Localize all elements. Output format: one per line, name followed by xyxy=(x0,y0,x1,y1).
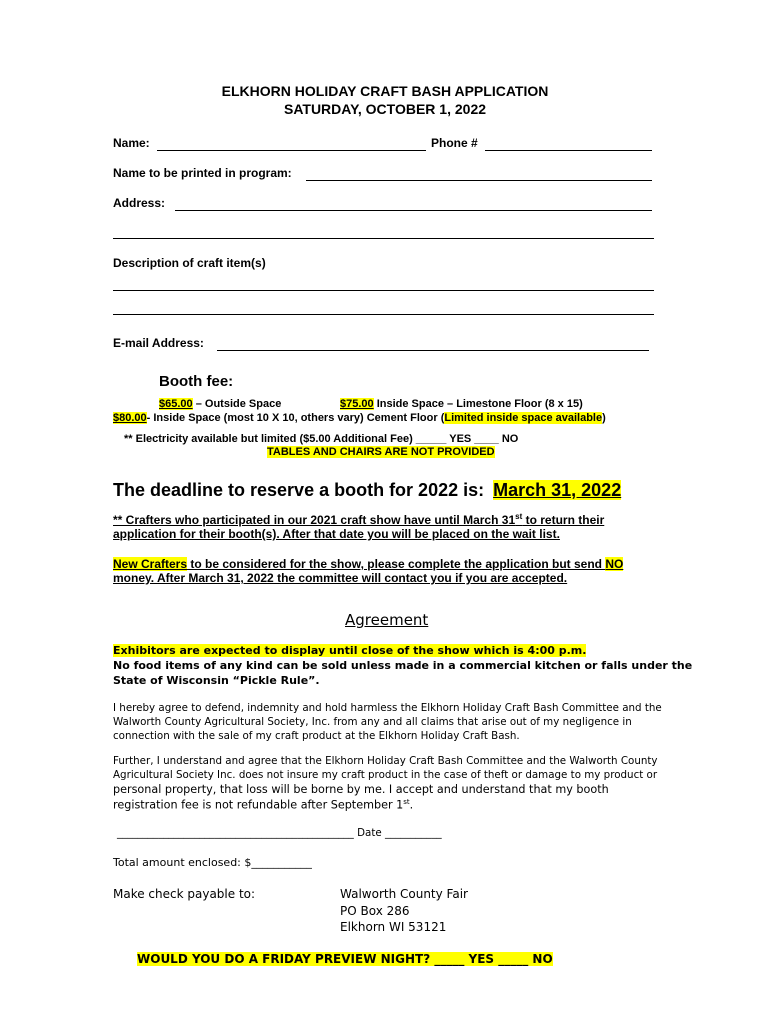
indemnity-line3: connection with the sale of my craft product at the Elkhorn Holiday Craft Bash. xyxy=(113,730,520,742)
food-rule-line1: No food items of any kind can be sold unless made in a commercial kitchen or falls under the xyxy=(113,659,693,672)
tables-notice: TABLES AND CHAIRS ARE NOT PROVIDED xyxy=(267,446,495,458)
phone-label: Phone # xyxy=(431,136,478,150)
description-label: Description of craft item(s) xyxy=(113,256,266,270)
address-label: Address: xyxy=(113,196,166,210)
description-field-line2[interactable] xyxy=(113,314,654,315)
limited-space-note: Limited inside space available xyxy=(444,412,603,424)
returning-crafters-line1 xyxy=(113,512,604,527)
new-crafters-text: to be considered for the show, please complete the application but send xyxy=(187,557,606,571)
total-amount-field[interactable]: Total amount enclosed: $___________ xyxy=(113,856,312,869)
returning-text-b: to return their xyxy=(522,513,605,527)
new-crafters-label: New Crafters xyxy=(113,557,188,571)
program-name-field[interactable] xyxy=(306,180,652,181)
deadline-text: The deadline to reserve a booth for 2022 is: xyxy=(113,480,485,500)
name-field[interactable] xyxy=(157,150,426,151)
preview-night-question[interactable]: WOULD YOU DO A FRIDAY PREVIEW NIGHT? _____ YES _____ NO xyxy=(137,952,553,966)
outside-price: $65.00 xyxy=(159,398,193,410)
limestone-price: $75.00 xyxy=(340,398,374,410)
exhibitors-notice: Exhibitors are expected to display until close of the show which is 4:00 p.m. xyxy=(113,644,587,657)
email-label: E-mail Address: xyxy=(113,336,204,350)
deadline-heading xyxy=(113,480,621,501)
outside-desc: – Outside Space xyxy=(195,398,282,410)
email-field[interactable] xyxy=(217,350,649,351)
signature-date-line[interactable]: ______________________________________________ Date ___________ xyxy=(117,827,442,839)
limestone-space-fee xyxy=(340,398,583,410)
cement-price: $80.00 xyxy=(113,412,147,424)
cement-desc: - Inside Space (most 10 X 10, others vary) Cement Floor ( xyxy=(146,412,445,424)
payee-po-box: PO Box 286 xyxy=(340,904,410,918)
refund-period: . xyxy=(409,798,414,812)
event-date: SATURDAY, OCTOBER 1, 2022 xyxy=(283,101,487,117)
address-field[interactable] xyxy=(175,210,652,211)
new-crafters-no: NO xyxy=(605,557,624,571)
payee-name: Walworth County Fair xyxy=(340,887,468,901)
refund-text: registration fee is not refundable after September 1 xyxy=(113,798,404,812)
indemnity-line1: I hereby agree to defend, indemnity and hold harmless the Elkhorn Holiday Craft Bash Committee and the xyxy=(113,702,662,714)
page-title: ELKHORN HOLIDAY CRAFT BASH APPLICATION xyxy=(221,83,549,99)
phone-field[interactable] xyxy=(485,150,652,151)
agreement-heading: Agreement xyxy=(345,611,429,629)
name-label: Name: xyxy=(113,136,150,150)
address-field-line2[interactable] xyxy=(113,238,654,239)
booth-fee-heading: Booth fee: xyxy=(159,373,234,390)
returning-sup: st xyxy=(515,512,523,521)
new-crafters-line2: money. After March 31, 2022 the committee will contact you if you are accepted. xyxy=(113,571,568,585)
limestone-desc: Inside Space – Limestone Floor (8 x 15) xyxy=(376,398,583,410)
program-name-label: Name to be printed in program: xyxy=(113,166,292,180)
indemnity-line2: Walworth County Agricultural Society, Inc. from any and all claims that arise out of my negligence in xyxy=(113,716,632,728)
insurance-line2: Agricultural Society Inc. does not insure my craft product in the case of theft or damage to my product or xyxy=(113,769,658,781)
food-rule-line2: State of Wisconsin “Pickle Rule”. xyxy=(113,674,320,687)
refund-sup: st xyxy=(403,798,410,806)
insurance-line4 xyxy=(113,798,413,812)
description-field-line1[interactable] xyxy=(113,290,654,291)
insurance-line1: Further, I understand and agree that the Elkhorn Holiday Craft Bash Committee and the Walworth County xyxy=(113,755,658,767)
returning-text-a: ** Crafters who participated in our 2021 craft show have until March 31 xyxy=(113,513,516,527)
cement-space-fee xyxy=(113,412,606,424)
payee-city: Elkhorn WI 53121 xyxy=(340,920,447,934)
deadline-date: March 31, 2022 xyxy=(493,480,622,500)
returning-crafters-line2: application for their booth(s). After that date you will be placed on the wait list. xyxy=(113,527,560,541)
new-crafters-line1 xyxy=(113,557,623,571)
outside-space-fee xyxy=(159,398,281,410)
insurance-line3: personal property, that loss will be borne by me. I accept and understand that my booth xyxy=(113,783,609,796)
cement-close: ) xyxy=(602,412,606,424)
electricity-option[interactable]: ** Electricity available but limited ($5.00 Additional Fee) _____ YES ____ NO xyxy=(124,433,519,445)
payable-to-label: Make check payable to: xyxy=(113,887,256,901)
